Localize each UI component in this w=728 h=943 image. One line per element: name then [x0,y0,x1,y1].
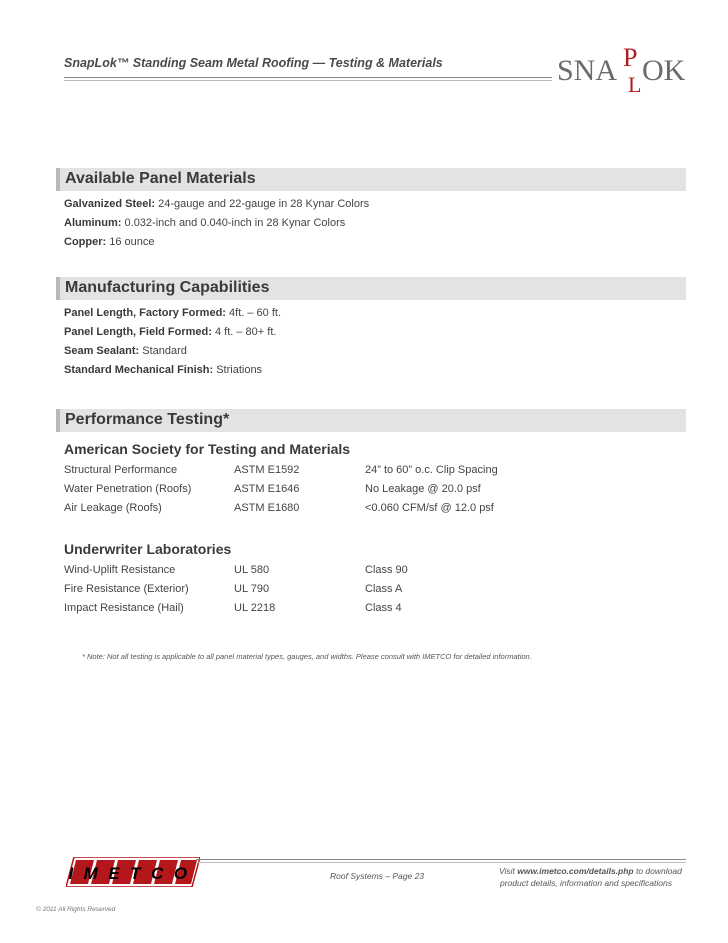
material-line [64,198,369,210]
visit-prefix: Visit [499,866,518,876]
test-standard: ASTM E1680 [234,502,300,514]
material-label: Copper: [64,236,107,248]
capability-line [64,364,262,376]
capability-line [64,326,276,338]
test-name: Fire Resistance (Exterior) [64,583,189,595]
capability-label: Panel Length, Field Formed: [64,326,212,338]
header-rule [64,77,552,78]
material-label: Galvanized Steel: [64,198,156,210]
materials-section-title: Available Panel Materials [65,170,256,187]
test-name: Structural Performance [64,464,178,476]
visit-url-link[interactable]: www.imetco.com/details.php [517,866,634,876]
capability-value: 4ft. – 60 ft. [229,307,282,319]
capability-label: Panel Length, Factory Formed: [64,307,226,319]
material-value: 16 ounce [109,236,155,248]
test-name: Air Leakage (Roofs) [64,502,162,514]
test-result: Class 90 [365,564,408,576]
visit-line [499,866,682,876]
material-line [64,236,155,248]
logo-text-a: SNA [557,54,618,87]
ul-subtitle: Underwriter Laboratories [64,541,232,557]
capability-line [64,307,281,319]
capability-value: Standard [142,345,187,357]
table-row [64,483,664,499]
test-name: Water Penetration (Roofs) [64,483,192,495]
copyright: © 2011 All Rights Reserved [36,906,116,913]
capability-label: Seam Sealant: [64,345,140,357]
visit-suffix: to download [633,866,682,876]
header-rule-secondary [64,80,552,81]
document-title: SnapLok™ Standing Seam Metal Roofing — Testing & Materials [64,56,443,70]
test-result: <0.060 CFM/sf @ 12.0 psf [365,502,494,514]
material-value: 0.032-inch and 0.040-inch in 28 Kynar Colors [124,217,346,229]
material-label: Aluminum: [64,217,122,229]
test-standard: UL 580 [234,564,270,576]
astm-subtitle: American Society for Testing and Materials [64,441,351,457]
logo-text-b: OK [642,54,686,87]
table-row [64,502,664,518]
imetco-logo [66,857,200,887]
footer-rule-secondary [196,862,686,863]
table-row [64,464,664,480]
visit-line-2: product details, information and specifications [500,878,672,888]
test-result: Class A [365,583,403,595]
test-result: Class 4 [365,602,402,614]
table-row [64,583,664,599]
test-standard: ASTM E1646 [234,483,300,495]
logo-text-p: P [623,43,638,72]
snaplok-logo [555,42,687,94]
imetco-text: IMETCO [68,864,198,883]
page-reference: Roof Systems – Page 23 [330,871,425,881]
capability-line [64,345,187,357]
test-name: Impact Resistance (Hail) [64,602,184,614]
test-name: Wind-Uplift Resistance [64,564,176,576]
capability-label: Standard Mechanical Finish: [64,364,214,376]
material-value: 24-gauge and 22-gauge in 28 Kynar Colors [158,198,370,210]
test-standard: UL 790 [234,583,270,595]
test-result: 24” to 60” o.c. Clip Spacing [365,464,498,476]
material-line [64,217,345,229]
footer-rule [196,859,686,860]
capability-value: 4 ft. – 80+ ft. [214,326,277,338]
manufacturing-section-title: Manufacturing Capabilities [65,279,270,296]
table-row [64,564,664,580]
table-row [64,602,664,618]
capability-value: Striations [216,364,263,376]
test-standard: ASTM E1592 [234,464,300,476]
performance-section-title: Performance Testing* [65,411,230,428]
testing-note: * Note: Not all testing is applicable to all panel material types, gauges, and widths. Please consult with IMETCO for detailed information. [82,652,532,661]
test-result: No Leakage @ 20.0 psf [365,483,481,495]
logo-text-l: L [628,72,642,94]
test-standard: UL 2218 [234,602,276,614]
